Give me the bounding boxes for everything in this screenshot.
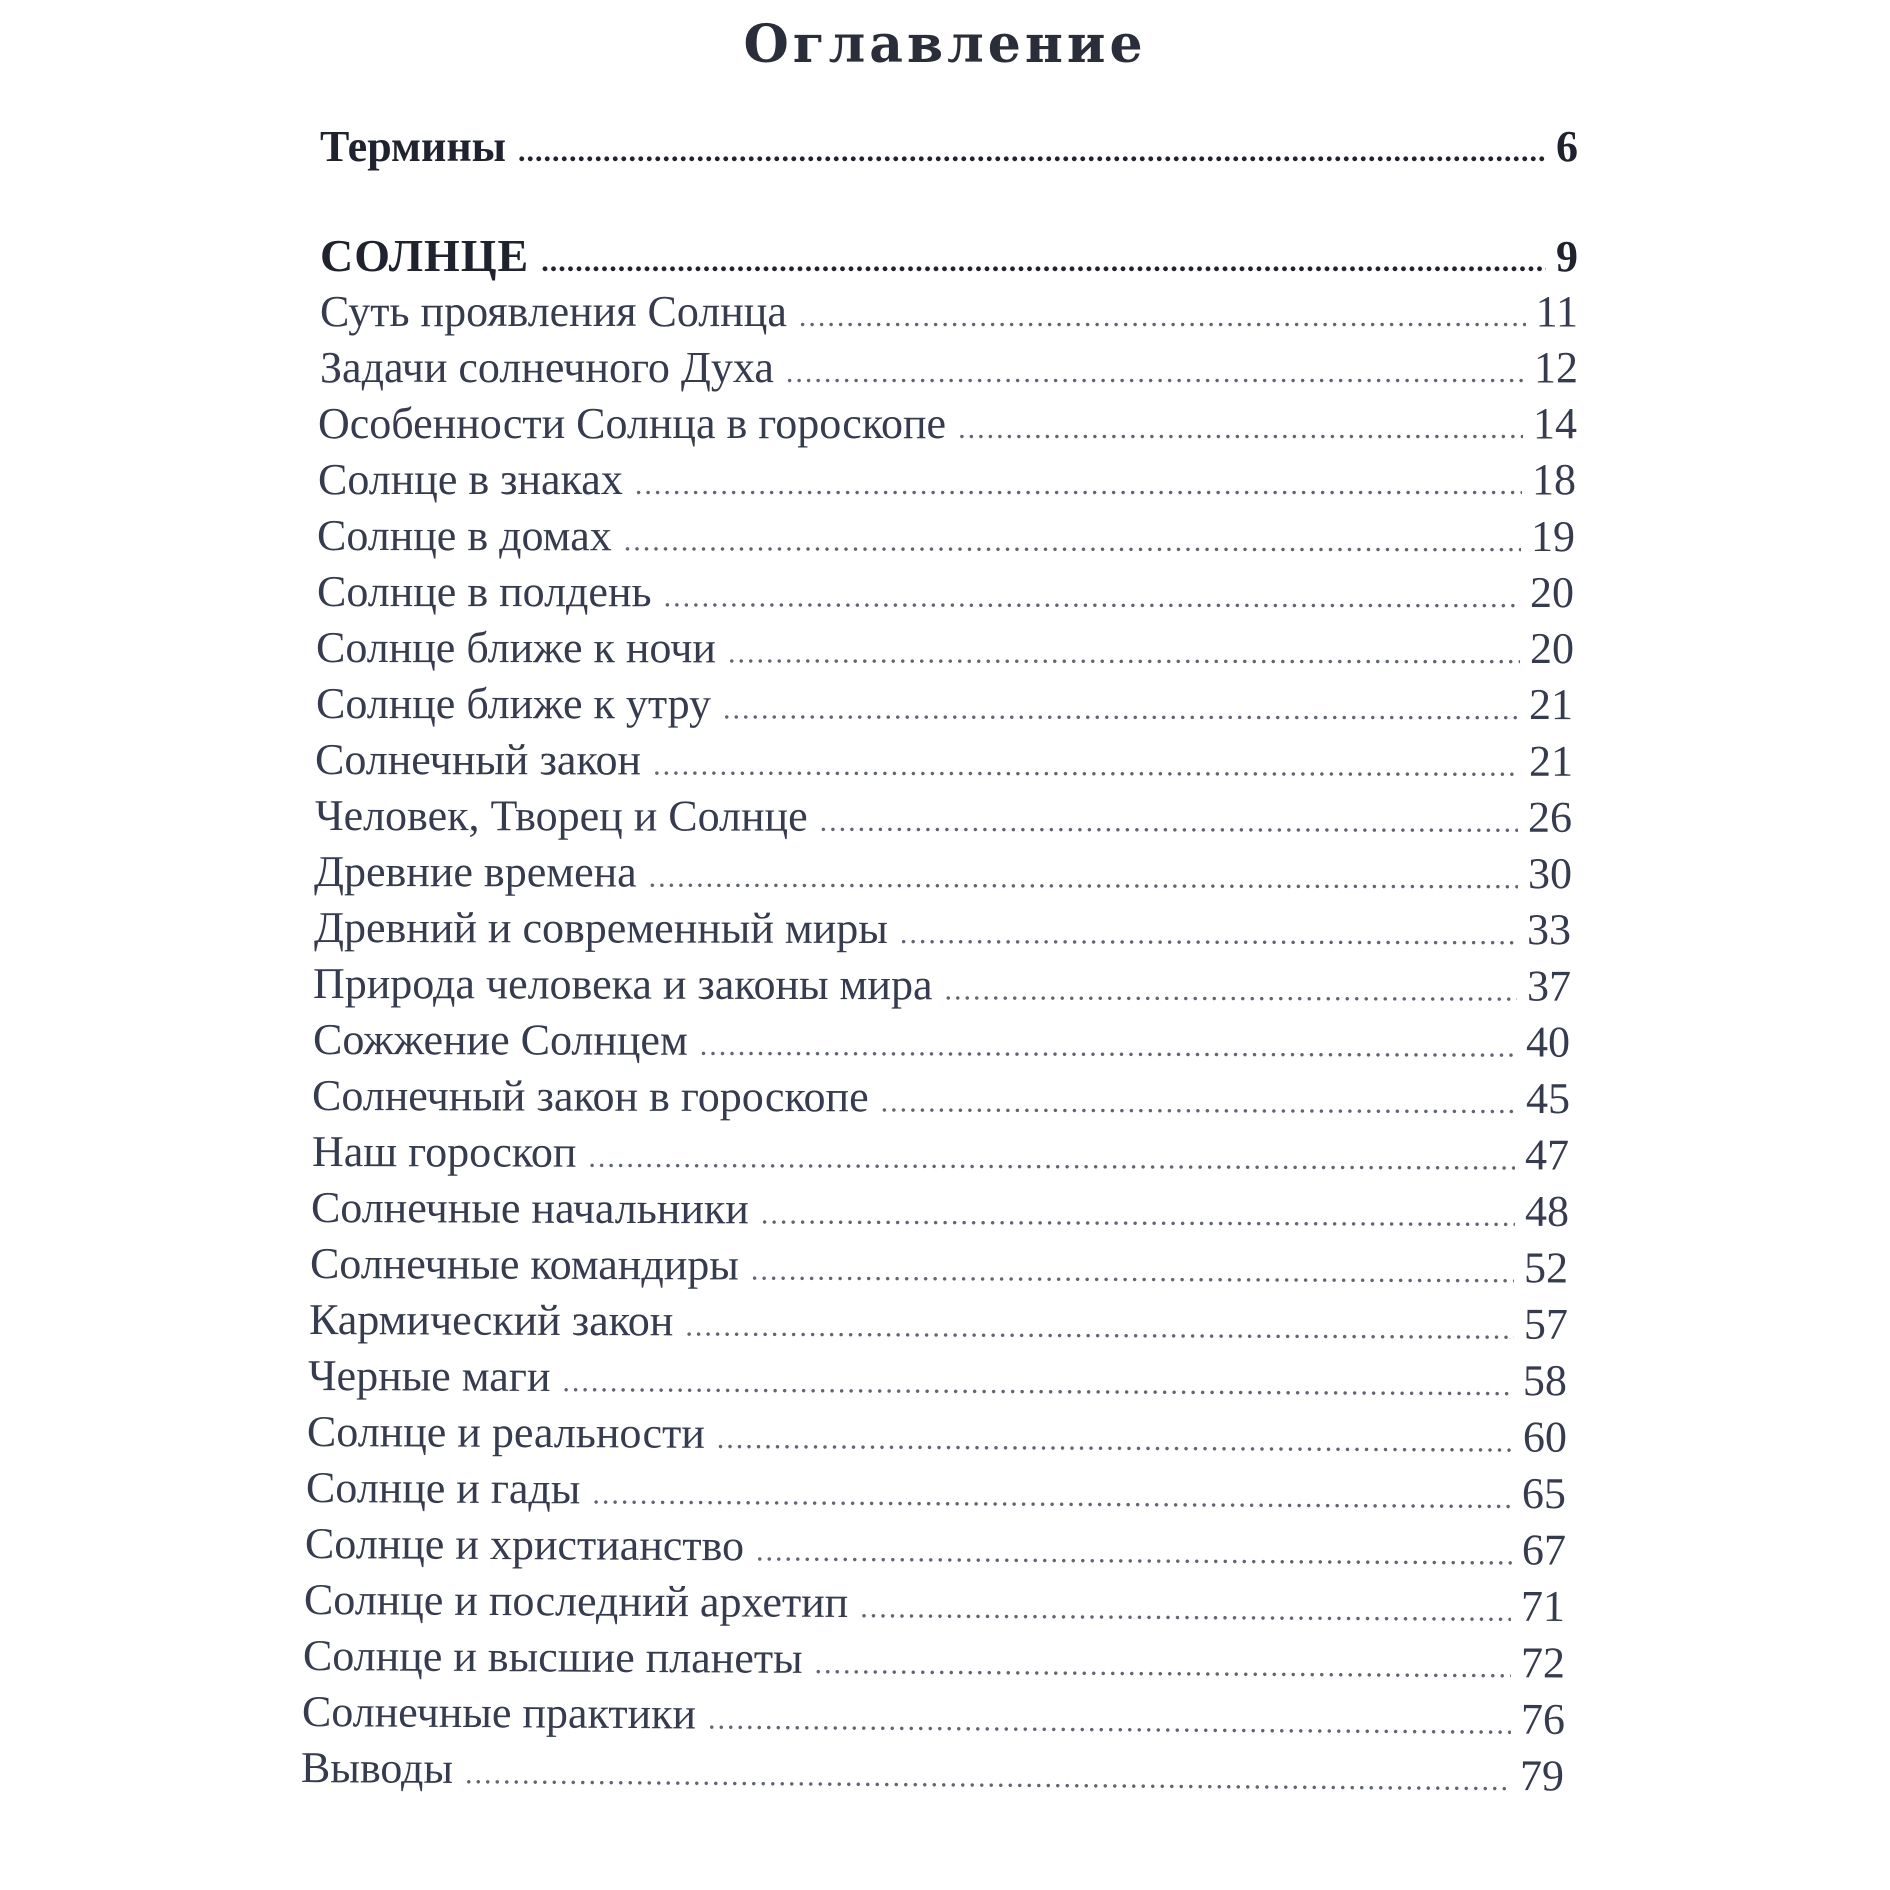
toc-entry-page: 48	[1524, 1186, 1570, 1236]
toc-leader-dots	[717, 1414, 1513, 1468]
toc-entry-title: Солнце в домах	[316, 511, 612, 561]
toc-entry-page: 72	[1520, 1638, 1566, 1688]
toc-entry-page: 12	[1534, 343, 1578, 392]
toc-entry-page: 37	[1526, 961, 1572, 1011]
toc-leader-dots	[756, 1526, 1512, 1580]
toc-entry[interactable]	[310, 1239, 1568, 1293]
toc-leader-dots	[592, 1469, 1512, 1523]
toc-entry-title: Солнце в полдень	[316, 567, 652, 617]
toc-leader-dots	[944, 965, 1517, 1016]
toc-leader-dots	[635, 460, 1522, 510]
toc-entry-title: Термины	[320, 122, 507, 171]
toc-entry-title: Задачи солнечного Духа	[320, 343, 774, 392]
toc-entry-title: СОЛНЦЕ	[320, 230, 530, 281]
toc-entry-page: 11	[1535, 287, 1578, 336]
toc-entry[interactable]	[315, 735, 1573, 787]
toc-entry[interactable]	[308, 1351, 1567, 1406]
toc-leader-dots	[751, 1246, 1514, 1299]
toc-entry[interactable]	[306, 1463, 1566, 1519]
toc-entry-title: Солнечный закон	[314, 735, 642, 785]
toc-entry-title: Солнце и христианство	[304, 1519, 745, 1571]
toc-leader-dots	[958, 404, 1523, 454]
toc-entry[interactable]	[301, 1743, 1564, 1801]
toc-leader-dots	[649, 853, 1518, 905]
toc-entry-page: 45	[1525, 1073, 1571, 1124]
toc-leader-dots	[900, 909, 1517, 960]
toc-leader-dots	[700, 1021, 1516, 1073]
page-title: Оглавление	[743, 14, 1147, 75]
toc-entry-title: Природа человека и законы мира	[312, 959, 933, 1010]
toc-entry-page: 47	[1524, 1130, 1570, 1180]
toc-entry-title: Солнечные командиры	[309, 1239, 739, 1290]
toc-entry-title: Солнце ближе к ночи	[315, 623, 716, 673]
toc-leader-dots	[728, 628, 1520, 679]
toc-entry-page: 30	[1527, 849, 1573, 899]
toc-entry-title: Сожжение Солнцем	[312, 1015, 688, 1065]
toc-entry[interactable]	[309, 1295, 1568, 1350]
toc-entry-page: 52	[1523, 1243, 1569, 1293]
toc-entry[interactable]	[305, 1519, 1566, 1576]
toc-entry-title: Древний и современный миры	[313, 903, 888, 954]
toc-entry-page: 18	[1532, 455, 1576, 504]
toc-entry[interactable]	[320, 231, 1578, 281]
toc-entry-title: Солнечные практики	[301, 1687, 697, 1739]
toc-entry-title: Солнце и последний архетип	[303, 1575, 849, 1628]
toc-entry-page: 60	[1522, 1412, 1568, 1462]
toc-entry[interactable]	[303, 1631, 1565, 1688]
toc-entry-title: Солнце и гады	[305, 1463, 581, 1514]
toc-entry[interactable]	[304, 1575, 1565, 1632]
toc-entry[interactable]	[317, 511, 1575, 562]
toc-entry-page: 76	[1520, 1694, 1566, 1744]
toc-entry[interactable]	[318, 455, 1576, 505]
toc-entry[interactable]	[307, 1407, 1567, 1463]
toc-leader-dots	[562, 1357, 1513, 1411]
toc-entry-page: 20	[1529, 568, 1575, 618]
toc-entry-page: 57	[1523, 1299, 1569, 1349]
toc-entry[interactable]	[315, 791, 1572, 843]
toc-leader-dots	[820, 797, 1518, 848]
toc-entry-title: Выводы	[300, 1743, 454, 1794]
toc-entry[interactable]	[320, 122, 1578, 172]
toc-leader-dots	[541, 237, 1546, 287]
toc-entry-title: Солнце и реальности	[306, 1407, 705, 1458]
toc-leader-dots	[761, 1189, 1515, 1241]
toc-entry-title: Наш гороскоп	[311, 1127, 577, 1177]
toc-leader-dots	[723, 684, 1519, 735]
toc-leader-dots	[465, 1749, 1510, 1806]
toc-entry-title: Черные маги	[307, 1351, 551, 1402]
toc-entry[interactable]	[316, 623, 1574, 674]
toc-entry-page: 9	[1556, 232, 1578, 281]
toc-entry[interactable]	[316, 679, 1573, 730]
toc-leader-dots	[653, 740, 1519, 791]
toc-entry-page: 33	[1526, 905, 1572, 955]
toc-entry[interactable]	[313, 1015, 1570, 1068]
toc-entry-page: 14	[1533, 399, 1577, 448]
toc-entry-page: 21	[1528, 680, 1574, 730]
toc-leader-dots	[588, 1133, 1515, 1186]
toc-entry[interactable]	[302, 1687, 1565, 1745]
toc-leader-dots	[881, 1077, 1516, 1129]
toc-entry-page: 65	[1521, 1468, 1567, 1519]
toc-entry-title: Кармический закон	[308, 1295, 674, 1346]
toc-leader-dots	[708, 1695, 1511, 1750]
toc-entry-title: Солнечный закон в гороскопе	[311, 1071, 869, 1122]
toc-leader-dots	[624, 516, 1521, 567]
toc-entry-title: Солнце в знаках	[318, 455, 623, 504]
toc-entry[interactable]	[318, 399, 1577, 449]
toc-entry[interactable]	[313, 959, 1571, 1012]
toc-leader-dots	[814, 1639, 1511, 1693]
toc-leader-dots	[786, 348, 1524, 398]
toc-entry-page: 21	[1528, 736, 1574, 786]
toc-leader-dots	[860, 1583, 1511, 1637]
toc-leader-dots	[518, 127, 1546, 177]
toc-entry-page: 40	[1525, 1017, 1571, 1067]
toc-entry[interactable]	[314, 903, 1571, 955]
toc-entry-title: Древние времена	[313, 847, 637, 897]
toc-entry-title: Человек, Творец и Солнце	[314, 791, 808, 841]
toc-entry-title: Солнце и высшие планеты	[302, 1631, 803, 1683]
toc-entry[interactable]	[320, 343, 1578, 393]
toc-leader-dots	[664, 572, 1520, 623]
toc-entry-page: 71	[1520, 1581, 1566, 1632]
toc-entry-page: 79	[1519, 1751, 1565, 1801]
toc-entry[interactable]	[320, 287, 1578, 337]
toc-entry-page: 67	[1521, 1525, 1567, 1575]
toc-entry-page: 58	[1522, 1356, 1568, 1406]
toc-entry-title: Солнечные начальники	[310, 1183, 749, 1234]
toc-entry[interactable]	[311, 1183, 1569, 1237]
toc-entry[interactable]	[312, 1127, 1569, 1181]
toc-entry[interactable]	[312, 1071, 1570, 1124]
toc-entry-page: 20	[1529, 624, 1575, 674]
toc-entry-title: Солнце ближе к утру	[315, 679, 712, 729]
toc-entry-title: Суть проявления Солнца	[320, 287, 787, 336]
toc-leader-dots	[799, 292, 1526, 342]
toc-entry-title: Особенности Солнца в гороскопе	[318, 399, 947, 448]
toc-entry-page: 26	[1527, 792, 1573, 842]
toc-leader-dots	[685, 1301, 1514, 1354]
toc-entry[interactable]	[314, 847, 1572, 899]
toc-entry-page: 6	[1556, 122, 1578, 171]
toc-entry-page: 19	[1530, 512, 1576, 562]
toc-entry[interactable]	[317, 567, 1574, 618]
